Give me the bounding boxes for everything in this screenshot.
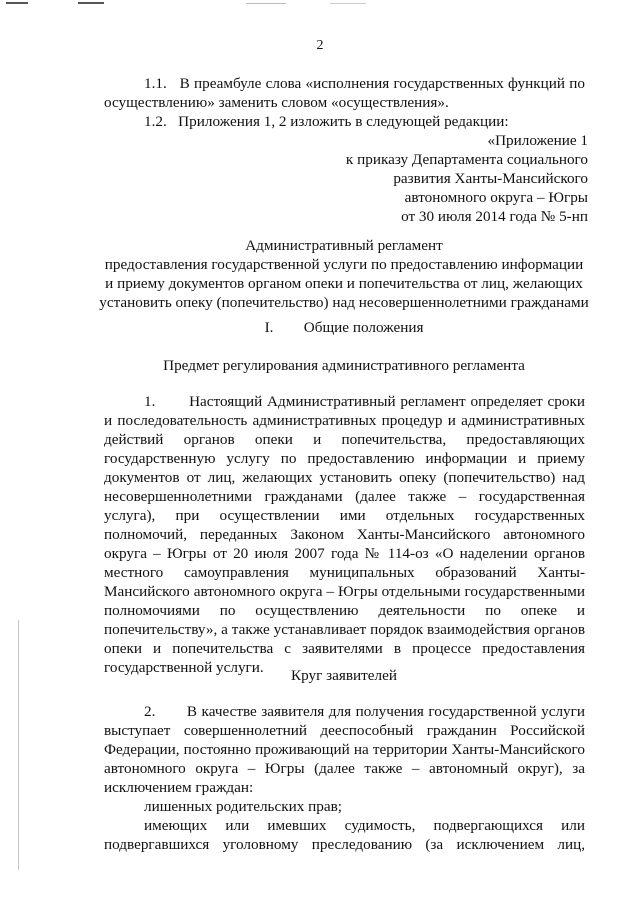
regulation-title-line-2: предоставления государственной услуги по предоставлению информации <box>104 256 584 273</box>
paragraph-2: 2. В качестве заявителя для получения государственной услуги выступает совершеннолетний дееспособный гражданин Российской Федерации, постоянно проживающий на территории Ханты-Мансийского автономного округа – Югры (далее также – автономный округ), за исключением граждан: <box>104 703 585 796</box>
page-number: 2 <box>316 38 324 53</box>
section-1-subheading: Предмет регулирования административного регламента <box>163 357 525 374</box>
section-1-heading: I. Общие положения <box>264 319 424 336</box>
regulation-title <box>96 236 592 312</box>
paragraph-1-block <box>104 392 585 677</box>
scan-artifact-left-edge <box>18 620 19 870</box>
attachment-line-2: к приказу Департамента социального <box>345 151 588 168</box>
scan-artifact-top-left <box>6 2 28 4</box>
scan-artifact-top-mid-2 <box>330 3 366 4</box>
scan-artifact-top-left-2 <box>78 2 104 4</box>
list-item-2-line-1: имеющих или имевших судимость, подвергающихся или <box>144 817 585 834</box>
paragraph-1: 1. Настоящий Административный регламент определяет сроки и последовательность административных процедур и административных действий органов опеки и попечительства, предоставляющих государственную услугу по предоставлению информации и приему документов от лиц, желающих установить опеку (попечительство) над несовершеннолетними гражданами (далее также – государственная услуга), при осуществлении ими отдельных государственных полномочий, переданных Законом Ханты-Мансийского автономного округа – Югры от 20 июля 2007 года № 114-оз «О наделении органов местного самоуправления муниципальных образований Ханты-Мансийского автономного округа – Югры отдельными государственными полномочиями по осуществлению деятельности по опеке и попечительству», а также устанавливает порядок взаимодействия органов опеки и попечительства с заявителями в процессе предоставления государственной услуги. <box>104 393 585 676</box>
scan-artifact-top-mid <box>246 3 286 4</box>
attachment-line-4: автономного округа – Югры <box>404 189 588 206</box>
attachment-line-1: «Приложение 1 <box>487 132 588 149</box>
list-item-2-line-2: подвергавшихся уголовному преследованию (за исключением лиц, <box>104 836 585 853</box>
regulation-title-line-1: Административный регламент <box>245 237 443 254</box>
amendments <box>104 74 585 131</box>
paragraph-2-block <box>104 702 585 854</box>
regulation-title-line-4: установить опеку (попечительство) над несовершеннолетними гражданами <box>99 294 589 311</box>
list-item-1: лишенных родительских прав; <box>144 798 342 815</box>
regulation-title-line-3: и приему документов органом опеки и попечительства от лиц, желающих <box>105 275 583 292</box>
amendment-1-2: 1.2. Приложения 1, 2 изложить в следующей редакции: <box>144 113 509 130</box>
attachment-line-5: от 30 июля 2014 года № 5-нп <box>401 208 588 225</box>
amendment-1-1: 1.1. В преамбуле слова «исполнения государственных функций по осуществлению» заменить словом «осуществления». <box>104 75 585 111</box>
attachment-line-3: развития Ханты-Мансийского <box>393 170 588 187</box>
applicants-heading: Круг заявителей <box>291 667 397 684</box>
attachment-header <box>330 131 588 226</box>
